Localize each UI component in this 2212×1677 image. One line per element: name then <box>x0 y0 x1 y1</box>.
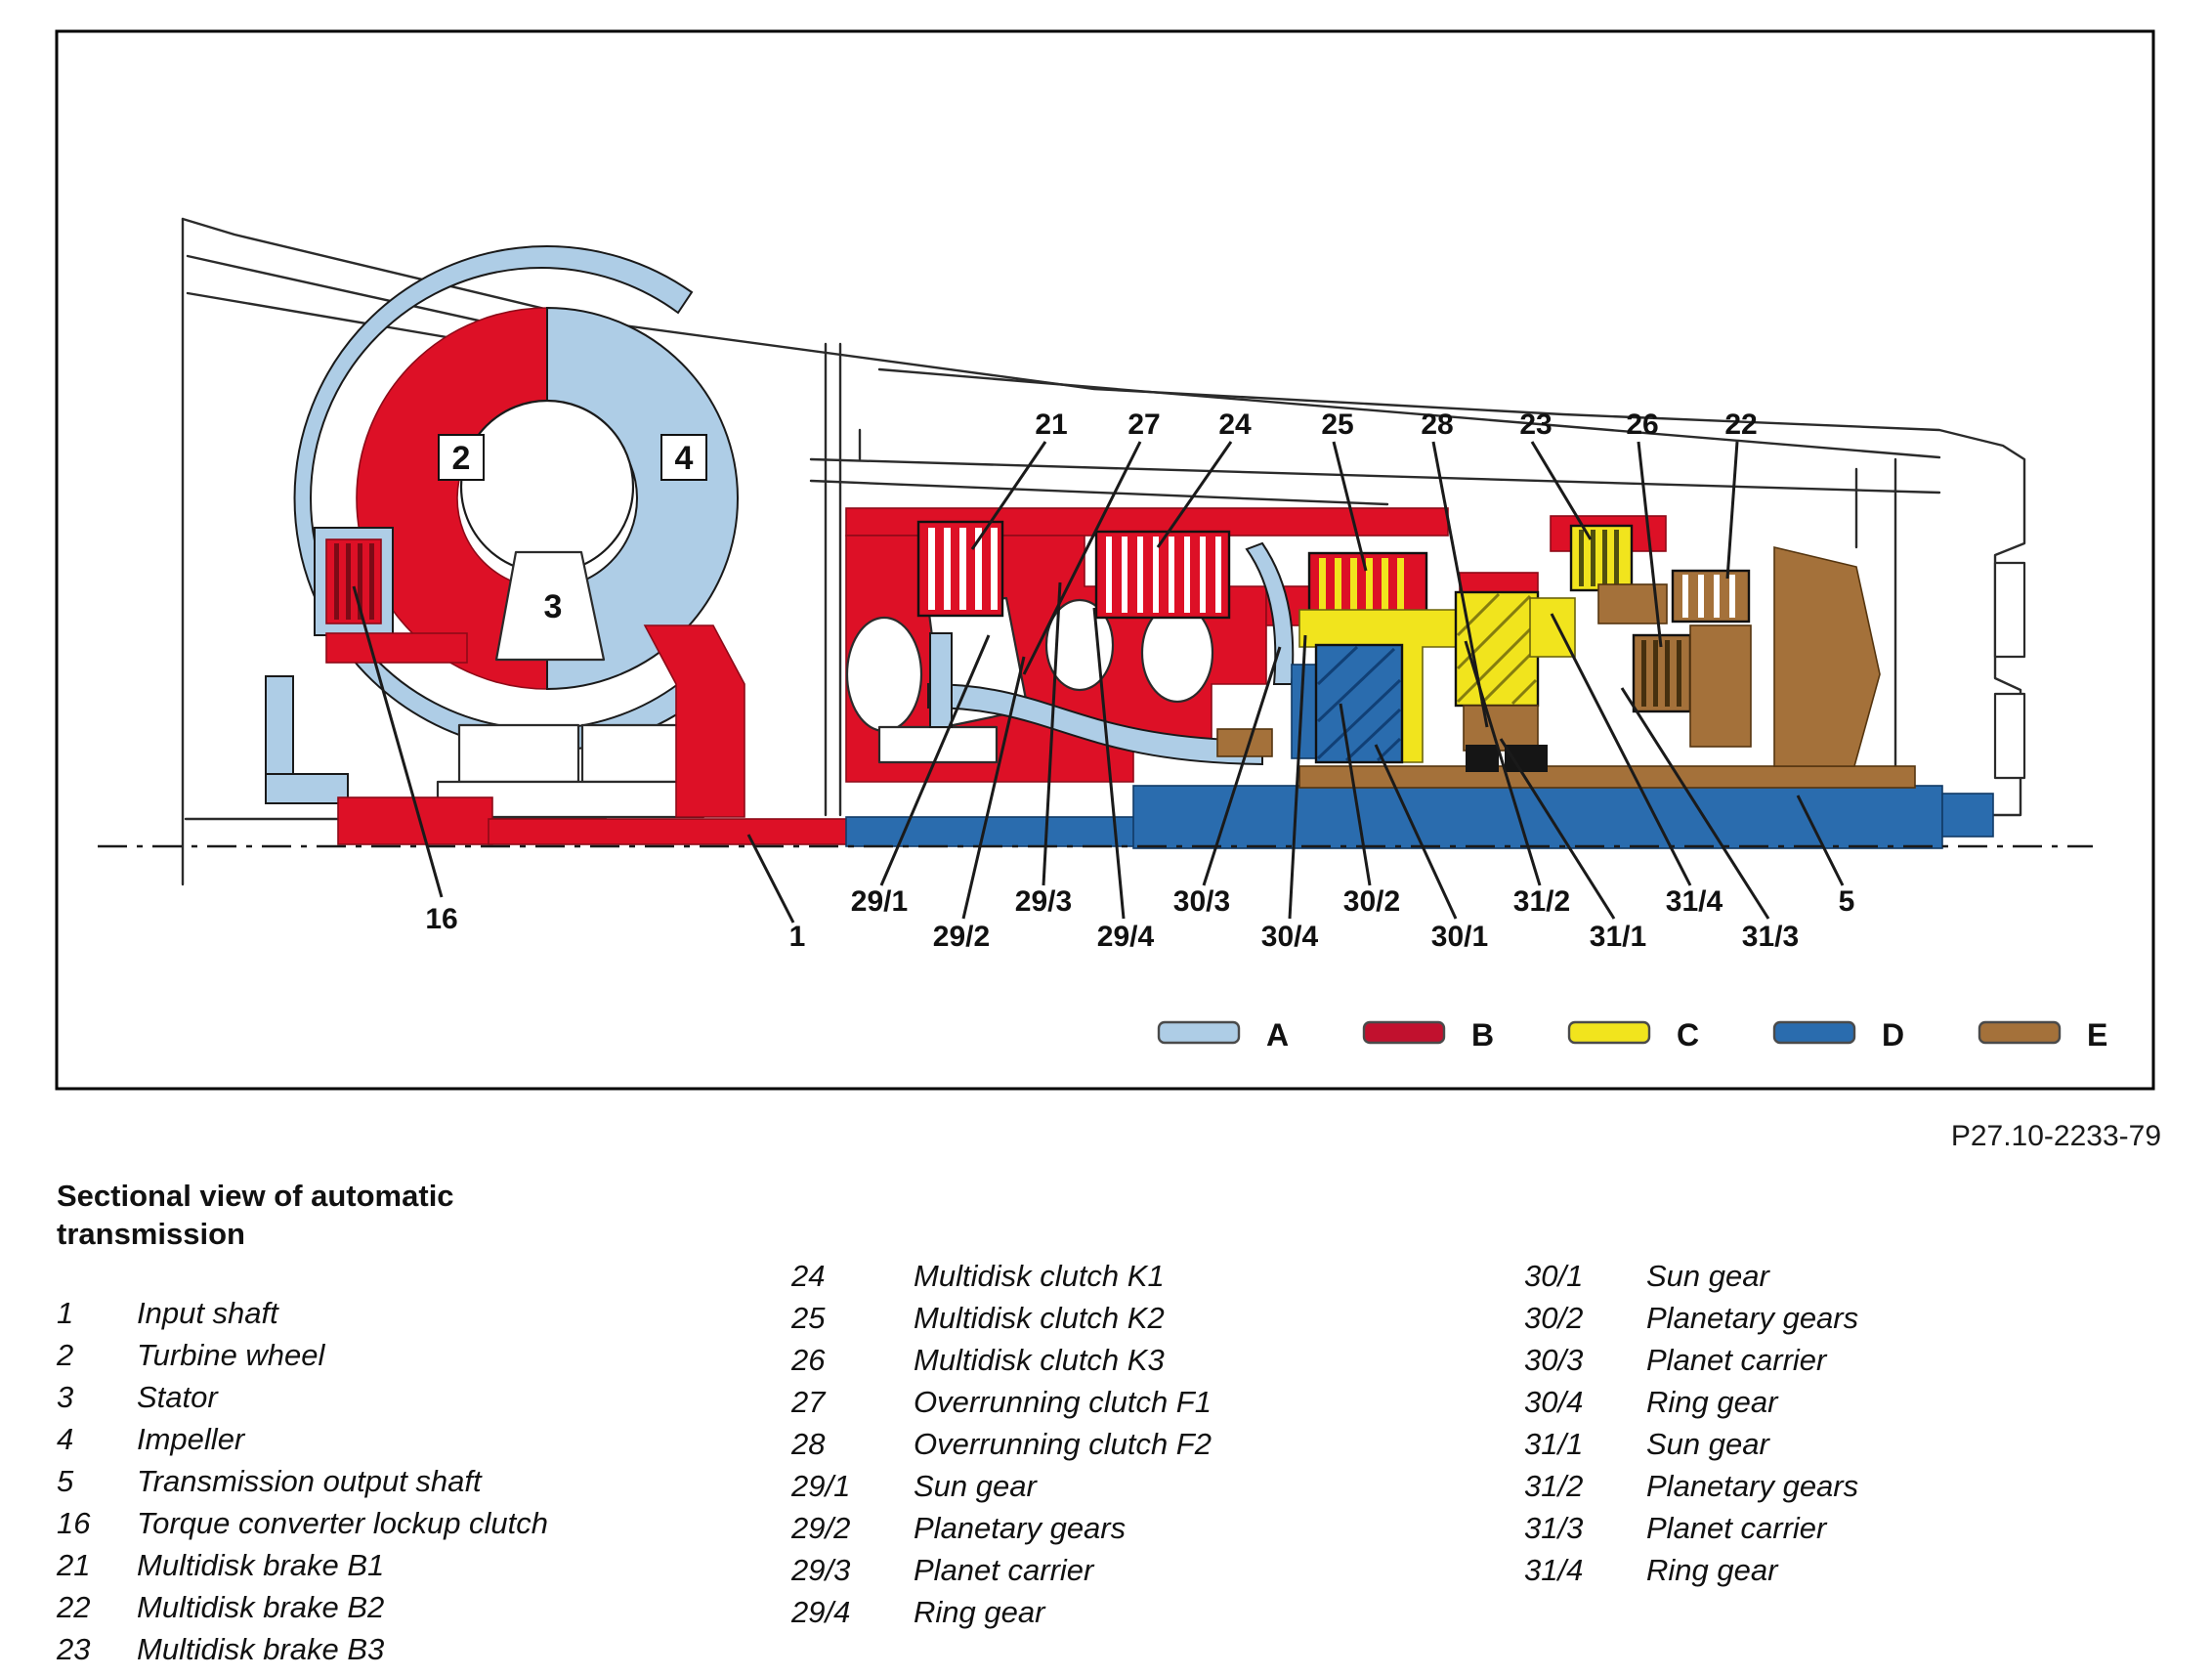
parts-list-item-num: 31/2 <box>1524 1469 1584 1503</box>
parts-list-item <box>57 1418 548 1460</box>
converter-hub <box>461 401 633 573</box>
parts-list-item-num: 30/3 <box>1524 1343 1584 1377</box>
parts-list-item-label: Planet carrier <box>914 1553 1094 1587</box>
parts-list-item-num: 25 <box>791 1301 826 1335</box>
callout-31-1: 31/1 <box>1589 921 1647 953</box>
parts-list-item-label: Multidisk brake B3 <box>137 1632 385 1666</box>
callout-5: 5 <box>1838 885 1855 918</box>
parts-list-item-num: 29/4 <box>791 1595 851 1629</box>
parts-list-item <box>1524 1297 1858 1339</box>
callout-4: 4 <box>674 440 694 477</box>
callout-31-3: 31/3 <box>1741 921 1800 953</box>
parts-list-item <box>791 1465 1212 1507</box>
parts-list-item-label: Input shaft <box>137 1296 278 1330</box>
parts-list-item-label: Turbine wheel <box>137 1338 325 1372</box>
parts-list-item-label: Planet carrier <box>1646 1511 1827 1545</box>
parts-list-item-label: Planetary gears <box>1646 1469 1859 1503</box>
callout-3: 3 <box>543 588 563 625</box>
converter-housing-foot <box>266 676 293 786</box>
sectional-diagram <box>55 29 2155 1091</box>
parts-list-item <box>57 1544 548 1586</box>
parts-list-item-label: Planetary gears <box>1646 1301 1859 1335</box>
parts-list-item-num: 4 <box>57 1422 74 1456</box>
parts-list-item-num: 31/4 <box>1524 1553 1584 1587</box>
callout-22: 22 <box>1724 408 1758 441</box>
parts-list-column-2 <box>791 1255 1212 1633</box>
parts-list-item-num: 2 <box>57 1338 74 1372</box>
transmission-sectional-svg <box>55 29 2155 1091</box>
parts-list-item-num: 31/1 <box>1524 1427 1584 1461</box>
parts-list-item-num: 29/1 <box>791 1469 851 1503</box>
legend-key-d: D <box>1882 1017 1905 1053</box>
parts-list-item-num: 22 <box>57 1590 91 1624</box>
callout-31-2: 31/2 <box>1512 885 1571 918</box>
callout-28: 28 <box>1421 408 1454 441</box>
callout-30-4: 30/4 <box>1260 921 1319 953</box>
parts-list-item-label: Multidisk brake B1 <box>137 1548 385 1582</box>
parts-list-item-label: Sun gear <box>1646 1259 1769 1293</box>
callout-29-1: 29/1 <box>850 885 909 918</box>
parts-list-item-num: 26 <box>791 1343 826 1377</box>
parts-list-item-label: Multidisk clutch K3 <box>914 1343 1165 1377</box>
parts-list-item-num: 27 <box>791 1385 826 1419</box>
parts-list-item <box>791 1381 1212 1423</box>
parts-list-item-label: Planet carrier <box>1646 1343 1827 1377</box>
parts-list-item-label: Sun gear <box>1646 1427 1769 1461</box>
legend-key-c: C <box>1677 1017 1700 1053</box>
parts-list-item-num: 29/3 <box>791 1553 851 1587</box>
legend-key-a: A <box>1266 1017 1290 1053</box>
parts-list-item-num: 24 <box>791 1259 826 1293</box>
parts-list-item-num: 5 <box>57 1464 74 1498</box>
multidisk-brake-b1-pack <box>918 522 1002 616</box>
callout-30-1: 30/1 <box>1430 921 1489 953</box>
parts-list-item <box>791 1507 1212 1549</box>
bearing-block <box>1505 745 1548 772</box>
parts-list-item-num: 31/3 <box>1524 1511 1584 1545</box>
parts-list-item <box>791 1255 1212 1297</box>
caption-line-2: transmission <box>57 1217 245 1251</box>
parts-list-item <box>57 1334 548 1376</box>
parts-list-item-label: Multidisk clutch K1 <box>914 1259 1165 1293</box>
parts-list-item <box>791 1339 1212 1381</box>
parts-list-item-label: Planetary gears <box>914 1511 1127 1545</box>
callout-29-3: 29/3 <box>1014 885 1073 918</box>
parts-list-item-label: Overrunning clutch F2 <box>914 1427 1212 1461</box>
callout-1: 1 <box>788 921 806 953</box>
legend-key-e: E <box>2087 1017 2108 1053</box>
bearing-block <box>1466 745 1499 772</box>
callout-29-4: 29/4 <box>1096 921 1155 953</box>
parts-list-item <box>57 1292 548 1334</box>
parts-list-item <box>1524 1465 1858 1507</box>
caption-line-1: Sectional view of automatic <box>57 1179 454 1213</box>
parts-list-item-label: Ring gear <box>914 1595 1045 1629</box>
figure-caption <box>57 1177 454 1253</box>
parts-list-item <box>57 1628 548 1670</box>
parts-list-item-label: Impeller <box>137 1422 245 1456</box>
parts-list-item <box>791 1423 1212 1465</box>
legend-swatch-c <box>1569 1022 1649 1043</box>
parts-list-item <box>1524 1339 1858 1381</box>
parts-list-item-num: 23 <box>57 1632 91 1666</box>
callout-30-3: 30/3 <box>1172 885 1231 918</box>
legend-swatch-d <box>1774 1022 1854 1043</box>
parts-list-item-num: 16 <box>57 1506 91 1540</box>
callout-30-2: 30/2 <box>1342 885 1401 918</box>
parts-list-item-num: 1 <box>57 1296 74 1330</box>
parts-list-item-num: 30/1 <box>1524 1259 1584 1293</box>
parts-list-item <box>791 1297 1212 1339</box>
multidisk-brake-b3-pack <box>1571 526 1632 590</box>
callout-25: 25 <box>1321 408 1354 441</box>
parts-list-item-num: 28 <box>791 1427 826 1461</box>
callout-21: 21 <box>1035 408 1068 441</box>
parts-list-item-label: Overrunning clutch F1 <box>914 1385 1212 1419</box>
parts-list-item <box>57 1460 548 1502</box>
multidisk-brake-b2-pack <box>1673 571 1749 622</box>
figure-code: P27.10-2233-79 <box>1950 1120 2161 1152</box>
parts-list-item-num: 3 <box>57 1380 74 1414</box>
parts-list-item-num: 30/4 <box>1524 1385 1584 1419</box>
callout-29-2: 29/2 <box>932 921 991 953</box>
parts-list-item <box>1524 1381 1858 1423</box>
legend-key-b: B <box>1471 1017 1495 1053</box>
legend-swatch-e <box>1979 1022 2060 1043</box>
callout-24: 24 <box>1218 408 1252 441</box>
parts-list-item <box>791 1591 1212 1633</box>
parts-list-item-label: Multidisk clutch K2 <box>914 1301 1165 1335</box>
parts-list-column-3 <box>1524 1255 1858 1591</box>
parts-list-item <box>57 1502 548 1544</box>
callout-2: 2 <box>451 440 471 477</box>
callout-26: 26 <box>1626 408 1659 441</box>
callout-27: 27 <box>1127 408 1161 441</box>
parts-list-item <box>1524 1423 1858 1465</box>
parts-list-item <box>1524 1549 1858 1591</box>
parts-list-item <box>57 1376 548 1418</box>
legend-swatch-a <box>1159 1022 1239 1043</box>
parts-list-item-label: Stator <box>137 1380 218 1414</box>
parts-list-item-label: Multidisk brake B2 <box>137 1590 385 1624</box>
legend-swatch-b <box>1364 1022 1444 1043</box>
parts-list-item-label: Sun gear <box>914 1469 1037 1503</box>
parts-list-item-num: 21 <box>57 1548 91 1582</box>
parts-list-column-1 <box>57 1292 548 1670</box>
parts-list-item <box>791 1549 1212 1591</box>
parts-list-item-num: 29/2 <box>791 1511 851 1545</box>
parts-list-item-label: Ring gear <box>1646 1385 1778 1419</box>
parts-list-item-label: Ring gear <box>1646 1553 1778 1587</box>
parts-list-item-label: Torque converter lockup clutch <box>137 1506 549 1540</box>
callout-31-4: 31/4 <box>1665 885 1723 918</box>
callout-23: 23 <box>1519 408 1553 441</box>
parts-list-item <box>1524 1507 1858 1549</box>
parts-list-item <box>1524 1255 1858 1297</box>
multidisk-clutch-k1-pack <box>1096 532 1229 618</box>
parts-list-item-label: Transmission output shaft <box>137 1464 482 1498</box>
parts-list-item-num: 30/2 <box>1524 1301 1584 1335</box>
parts-list-item <box>57 1586 548 1628</box>
callout-16: 16 <box>425 903 458 935</box>
